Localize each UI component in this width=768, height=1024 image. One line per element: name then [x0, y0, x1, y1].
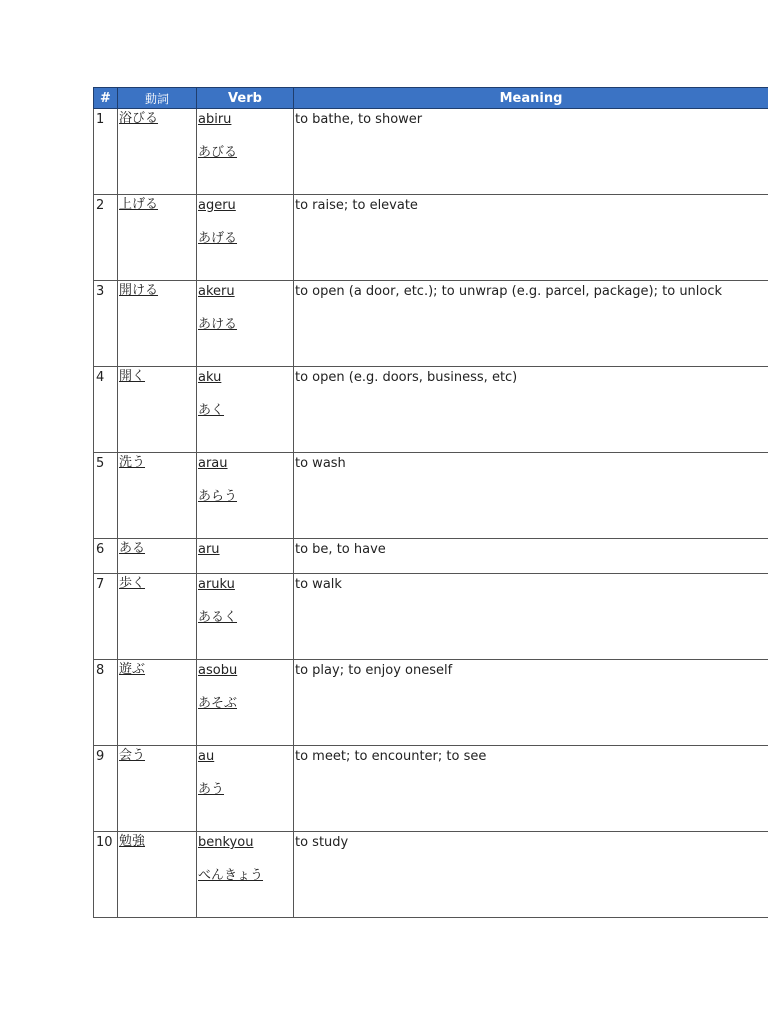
kanji-link[interactable]: 浴びる: [119, 111, 159, 126]
romaji-link[interactable]: benkyou: [198, 835, 254, 850]
row-number: 4: [96, 370, 105, 385]
table-header-row: [94, 88, 768, 109]
cell-verb: [197, 109, 294, 195]
romaji-link[interactable]: abiru: [198, 112, 232, 127]
table-row: [94, 195, 768, 281]
cell-verb: [197, 453, 294, 539]
cell-kanji: [118, 660, 197, 746]
row-number: 8: [96, 663, 105, 678]
cell-meaning: [294, 109, 768, 195]
kanji-link[interactable]: 洗う: [119, 455, 146, 470]
romaji-link[interactable]: aku: [198, 370, 222, 385]
header-kanji: 動詞: [118, 88, 197, 109]
row-number: 9: [96, 749, 105, 764]
cell-verb: [197, 281, 294, 367]
cell-verb: [197, 832, 294, 918]
cell-kanji: [118, 832, 197, 918]
kanji-link[interactable]: 勉強: [119, 834, 146, 849]
kana-link[interactable]: あげる: [198, 231, 238, 246]
cell-verb: [197, 195, 294, 281]
table-row: [94, 660, 768, 746]
cell-number: [94, 832, 118, 918]
cell-number: [94, 539, 118, 574]
cell-verb: [197, 746, 294, 832]
kanji-link[interactable]: 会う: [119, 748, 146, 763]
romaji-link[interactable]: aru: [198, 542, 220, 557]
cell-meaning: [294, 660, 768, 746]
verb-table: [93, 87, 768, 918]
table-row: [94, 746, 768, 832]
kana-link[interactable]: あそぶ: [198, 696, 238, 711]
table-row: [94, 109, 768, 195]
kanji-link[interactable]: 上げる: [119, 197, 159, 212]
cell-number: [94, 574, 118, 660]
romaji-link[interactable]: asobu: [198, 663, 238, 678]
meaning-text: to open (e.g. doors, business, etc): [295, 370, 518, 385]
header-verb: Verb: [197, 88, 294, 109]
romaji-link[interactable]: aruku: [198, 577, 235, 592]
meaning-text: to raise; to elevate: [295, 198, 418, 213]
row-number: 3: [96, 284, 105, 299]
cell-number: [94, 660, 118, 746]
table-row: [94, 453, 768, 539]
table-row: [94, 367, 768, 453]
kana-link[interactable]: あう: [198, 782, 225, 797]
table-row: [94, 281, 768, 367]
cell-verb: [197, 367, 294, 453]
cell-meaning: [294, 574, 768, 660]
cell-number: [94, 195, 118, 281]
romaji-link[interactable]: au: [198, 749, 215, 764]
cell-kanji: [118, 574, 197, 660]
kana-link[interactable]: あるく: [198, 610, 238, 625]
meaning-text: to be, to have: [295, 542, 386, 557]
cell-number: [94, 109, 118, 195]
cell-meaning: [294, 832, 768, 918]
meaning-text: to study: [295, 835, 349, 850]
meaning-text: to wash: [295, 456, 346, 471]
row-number: 2: [96, 198, 105, 213]
row-number: 10: [96, 835, 113, 850]
kana-link[interactable]: べんきょう: [198, 868, 264, 883]
cell-kanji: [118, 453, 197, 539]
cell-kanji: [118, 367, 197, 453]
cell-meaning: [294, 367, 768, 453]
cell-meaning: [294, 453, 768, 539]
cell-kanji: [118, 109, 197, 195]
row-number: 5: [96, 456, 105, 471]
cell-meaning: [294, 539, 768, 574]
header-number: #: [94, 88, 118, 109]
header-meaning: Meaning: [294, 88, 768, 109]
romaji-link[interactable]: arau: [198, 456, 228, 471]
cell-number: [94, 367, 118, 453]
kana-link[interactable]: あびる: [198, 145, 238, 160]
kanji-link[interactable]: 開ける: [119, 283, 159, 298]
kanji-link[interactable]: 開く: [119, 369, 146, 384]
kana-link[interactable]: あらう: [198, 489, 238, 504]
meaning-text: to play; to enjoy oneself: [295, 663, 453, 678]
kana-link[interactable]: あく: [198, 403, 225, 418]
row-number: 1: [96, 112, 105, 127]
cell-kanji: [118, 195, 197, 281]
table-row: [94, 832, 768, 918]
romaji-link[interactable]: akeru: [198, 284, 235, 299]
table-row: [94, 539, 768, 574]
kanji-link[interactable]: 遊ぶ: [119, 662, 146, 677]
cell-verb: [197, 660, 294, 746]
meaning-text: to open (a door, etc.); to unwrap (e.g. parcel, package); to unlock: [295, 284, 723, 299]
cell-number: [94, 281, 118, 367]
kana-link[interactable]: あける: [198, 317, 238, 332]
meaning-text: to walk: [295, 577, 342, 592]
kanji-link[interactable]: ある: [119, 541, 146, 556]
table-row: [94, 574, 768, 660]
meaning-text: to bathe, to shower: [295, 112, 423, 127]
cell-verb: [197, 574, 294, 660]
kanji-link[interactable]: 歩く: [119, 576, 146, 591]
cell-verb: [197, 539, 294, 574]
row-number: 6: [96, 542, 105, 557]
cell-meaning: [294, 746, 768, 832]
row-number: 7: [96, 577, 105, 592]
cell-kanji: [118, 746, 197, 832]
cell-number: [94, 453, 118, 539]
cell-meaning: [294, 281, 768, 367]
meaning-text: to meet; to encounter; to see: [295, 749, 487, 764]
cell-meaning: [294, 195, 768, 281]
cell-number: [94, 746, 118, 832]
romaji-link[interactable]: ageru: [198, 198, 236, 213]
cell-kanji: [118, 539, 197, 574]
cell-kanji: [118, 281, 197, 367]
